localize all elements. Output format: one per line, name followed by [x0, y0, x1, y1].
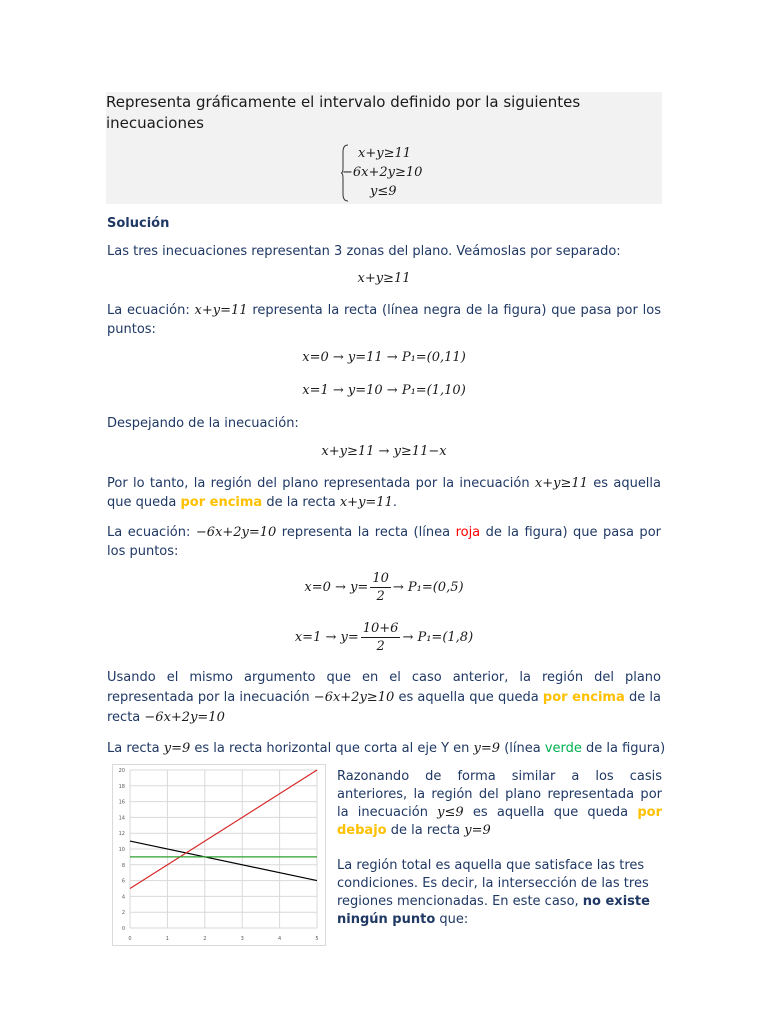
fraction-line-2: [107, 620, 661, 655]
region-2-paragraph: [107, 668, 661, 728]
y-tick-label: 10: [118, 847, 125, 853]
region1-highlight: por encima: [180, 495, 263, 510]
system-line-1: x+y≥11: [358, 146, 412, 161]
horizontal-line-paragraph: [107, 739, 666, 758]
system-line-3: y≤9: [370, 184, 397, 199]
y-tick-label: 12: [118, 831, 125, 838]
region-3-paragraph: [337, 768, 662, 840]
eq1-pre: La ecuación:: [107, 303, 195, 318]
frac2-denominator: 2: [376, 639, 385, 654]
y-tick-label: 2: [121, 910, 125, 917]
eq2-post: de la figura) que pasa por los puntos:: [107, 525, 661, 559]
y-tick-label: 18: [118, 783, 125, 790]
region3-pre: Razonando de forma similar a los casis anteriores, la región del plano representada por la inecuación: [337, 769, 662, 820]
region2-highlight: por encima: [542, 690, 625, 705]
problem-box: [106, 92, 662, 204]
region3-mid: es aquella que queda: [463, 805, 638, 820]
region3-post: de la recta: [386, 823, 465, 838]
region2-pre: Usando el mismo argumento que en el caso anterior, la región del plano representada por la inecuación: [107, 670, 661, 705]
horizontal-mid2: (línea: [500, 741, 545, 756]
x-tick-label: 3: [240, 936, 244, 942]
x-tick-label: 5: [315, 936, 319, 942]
region2-math: −6x+2y≥10: [313, 690, 395, 705]
despejando-text: Despejando de la inecuación:: [107, 416, 299, 431]
eq2-math: −6x+2y=10: [195, 525, 277, 540]
region1-pre: Por lo tanto, la región del plano representada por la inecuación: [107, 476, 535, 491]
region3-math2: y=9: [464, 823, 491, 838]
equation-2-paragraph: [107, 523, 661, 561]
region1-end: .: [392, 495, 397, 510]
horizontal-highlight: verde: [544, 741, 582, 756]
frac1-right: → P₁=(0,5): [392, 580, 464, 595]
frac2-left: x=1 → y=: [294, 630, 359, 645]
region2-post: de la recta: [107, 690, 661, 725]
horizontal-math: y=9: [163, 741, 191, 756]
y-tick-label: 8: [121, 862, 125, 869]
eq1-post: representa la recta (línea negra de la figura) que pasa por los puntos:: [107, 303, 661, 337]
inequality-system: [340, 144, 460, 202]
x-tick-label: 1: [165, 936, 169, 942]
region2-mid: es aquella que queda: [394, 690, 543, 705]
eq2-pre: La ecuación:: [107, 525, 196, 540]
horizontal-math2: y=9: [473, 741, 501, 756]
despeje-line: x+y≥11 → y≥11−x: [321, 444, 447, 459]
x-tick-label: 4: [278, 936, 282, 942]
x-tick-label: 2: [203, 936, 207, 942]
total-bold: no existe ningún punto: [337, 894, 650, 927]
x-tick-label: 0: [128, 936, 132, 942]
frac1-left: x=0 → y=: [304, 580, 369, 595]
horizontal-post: de la figura): [581, 741, 666, 756]
y-tick-label: 0: [121, 926, 125, 932]
frac2-numerator: 10+6: [362, 621, 399, 636]
total-pre: La región total es aquella que satisface las tres condiciones. Es decir, la intersección de las tres regiones mencionadas. En este caso,: [337, 858, 649, 909]
fraction-line-1: [107, 570, 661, 605]
region2-math2: −6x+2y=10: [144, 710, 225, 725]
region1-post: de la recta: [262, 495, 340, 510]
region3-highlight: por debajo: [337, 805, 662, 838]
region-1-paragraph: [107, 474, 661, 512]
horizontal-pre: La recta: [107, 741, 164, 756]
eq1-math: x+y=11: [194, 303, 248, 318]
problem-title: Representa gráficamente el intervalo definido por la siguientes inecuaciones: [106, 93, 581, 132]
intro-text: Las tres inecuaciones representan 3 zonas del plano. Veámoslas por separado:: [107, 244, 621, 259]
point-line-2: x=1 → y=10 → P₁=(1,10): [302, 383, 466, 398]
point-line-1: x=0 → y=11 → P₁=(0,11): [302, 350, 466, 365]
region1-mid: es aquella que queda: [107, 476, 662, 510]
horizontal-mid: es la recta horizontal que corta al eje Y en: [190, 741, 474, 756]
y-tick-label: 20: [118, 768, 125, 774]
frac2-right: → P₁=(1,8): [402, 630, 474, 645]
frac1-denominator: 2: [376, 589, 385, 604]
region3-math: y≤9: [437, 805, 464, 820]
region1-math2: x+y=11: [339, 495, 393, 510]
frac1-numerator: 10: [372, 571, 389, 586]
region1-math: x+y≥11: [534, 476, 588, 491]
inequality-1: x+y≥11: [357, 271, 411, 286]
y-tick-label: 6: [121, 878, 125, 885]
equation-1-paragraph: [107, 301, 661, 339]
y-tick-label: 4: [121, 894, 125, 901]
line-chart: [112, 764, 326, 946]
system-line-2: −6x+2y≥10: [342, 165, 423, 180]
total-post: que:: [435, 912, 469, 927]
total-region-paragraph: [337, 857, 662, 929]
eq2-highlight: roja: [455, 525, 481, 540]
solution-heading: Solución: [107, 216, 170, 231]
y-tick-label: 16: [118, 799, 125, 806]
eq2-mid: representa la recta (línea: [276, 525, 456, 540]
y-tick-label: 14: [118, 815, 125, 822]
chart-frame: [113, 765, 326, 946]
